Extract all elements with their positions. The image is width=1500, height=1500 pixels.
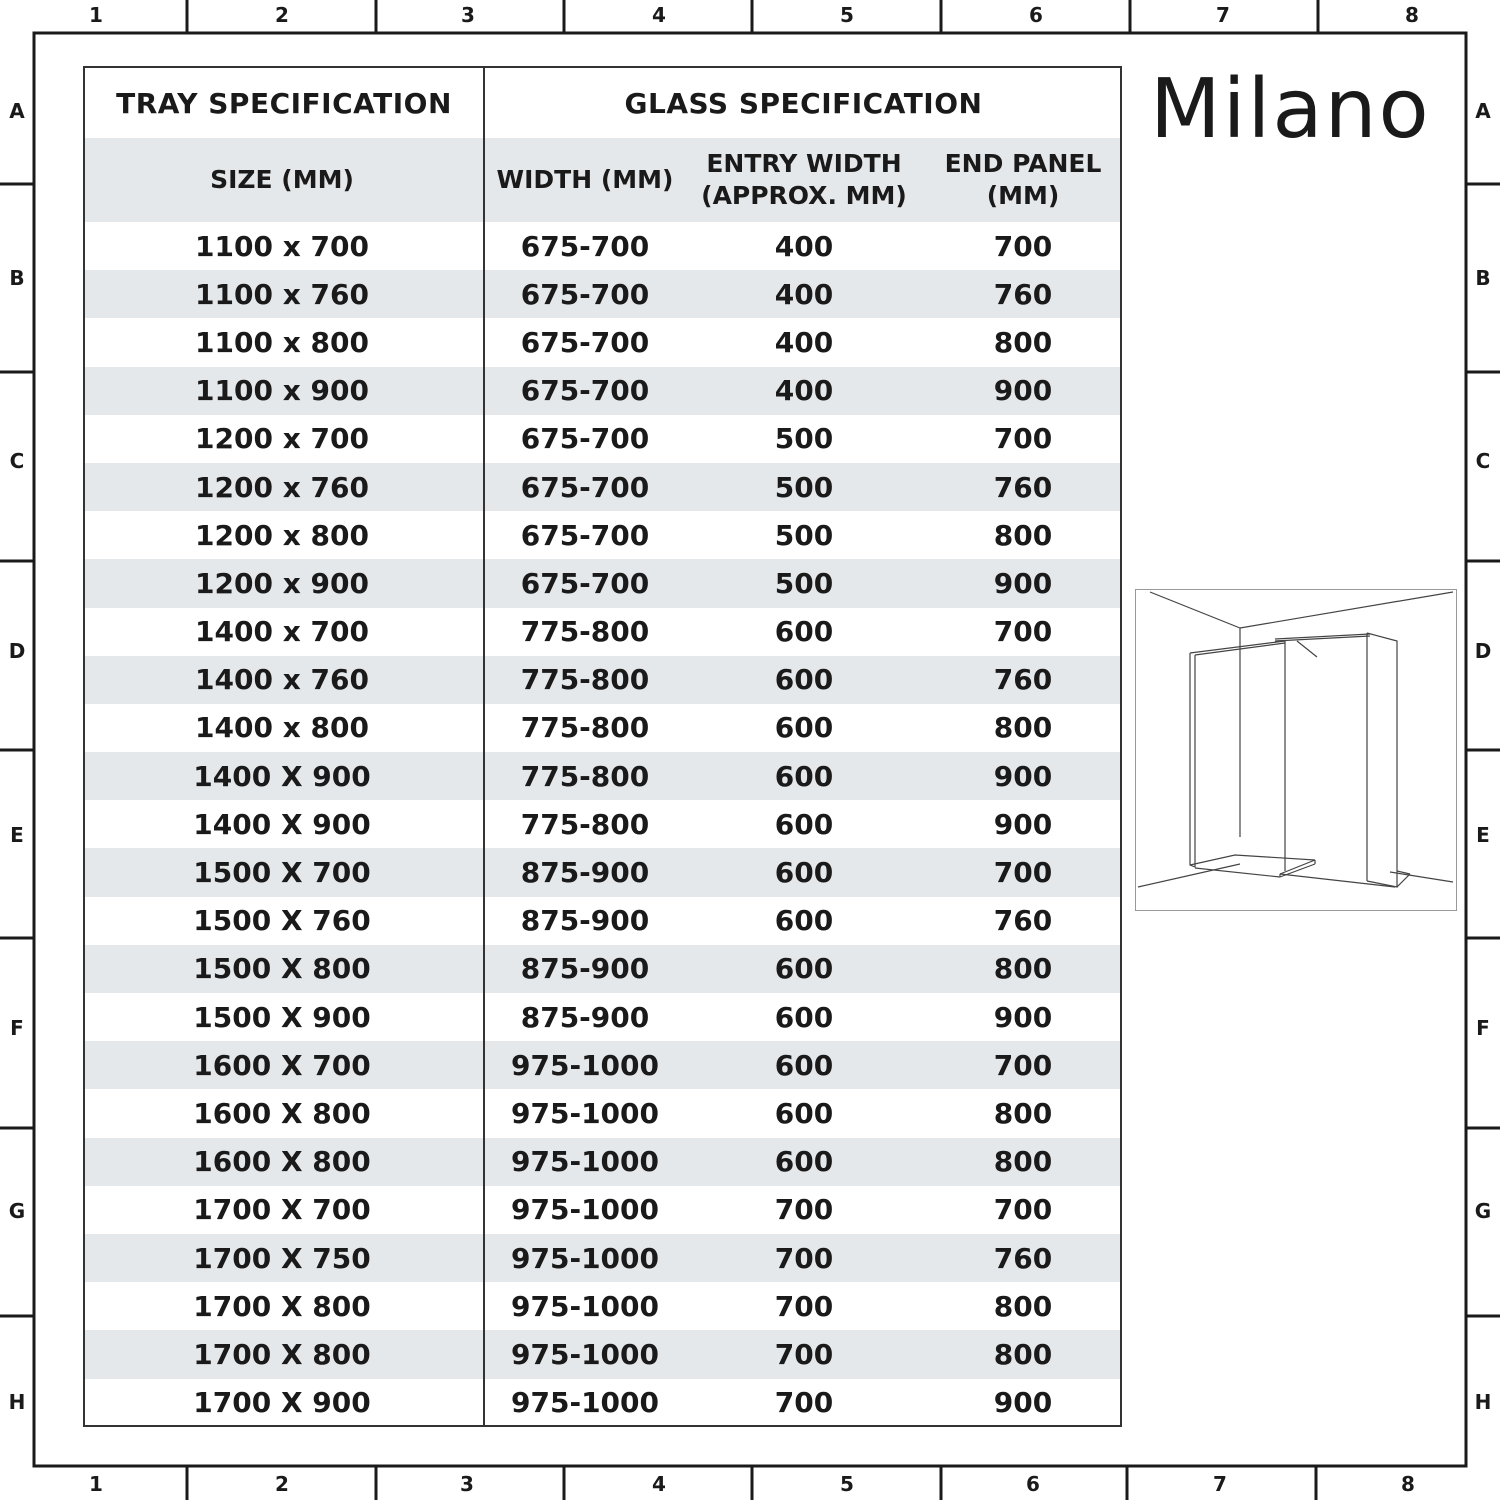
width-cell: 675-700 — [520, 277, 650, 311]
entry-width-cell: 500 — [774, 470, 834, 504]
entry-width-cell: 600 — [774, 952, 834, 986]
width-cell: 875-900 — [520, 856, 650, 890]
table-row — [85, 800, 1120, 848]
end-panel-cell: 800 — [993, 711, 1053, 745]
entry-width-column-header: ENTRY WIDTH (APPROX. MM) — [701, 149, 907, 210]
table-row — [85, 559, 1120, 607]
size-cell: 1200 x 760 — [195, 470, 369, 504]
frame-col-label: 8 — [1401, 1472, 1415, 1496]
size-cell: 1400 X 900 — [193, 807, 371, 841]
table-row — [85, 222, 1120, 270]
end-panel-cell: 900 — [993, 1386, 1053, 1420]
width-cell: 775-800 — [520, 711, 650, 745]
size-cell: 1600 X 800 — [193, 1145, 371, 1179]
frame-col-label: 4 — [652, 1472, 666, 1496]
tray-specification-heading: TRAY SPECIFICATION — [116, 86, 452, 120]
frame-col-label: 5 — [840, 1472, 854, 1496]
table-row — [85, 993, 1120, 1041]
entry-width-cell: 600 — [774, 1000, 834, 1034]
table-column-divider — [483, 68, 485, 1425]
frame-row-label: G — [8, 1199, 26, 1223]
frame-col-label: 3 — [460, 1472, 474, 1496]
size-cell: 1500 X 900 — [193, 1000, 371, 1034]
frame-row-label: B — [1475, 266, 1491, 290]
table-column-header-row — [85, 138, 1120, 222]
frame-row-label: A — [9, 99, 25, 123]
width-cell: 975-1000 — [511, 1193, 659, 1227]
width-column-header: WIDTH (MM) — [496, 165, 674, 194]
entry-width-cell: 600 — [774, 1096, 834, 1130]
entry-width-cell: 600 — [774, 807, 834, 841]
width-cell: 875-900 — [520, 904, 650, 938]
entry-width-cell: 400 — [774, 325, 834, 359]
frame-col-label: 8 — [1405, 3, 1419, 27]
table-row — [85, 1186, 1120, 1234]
frame-col-label: 4 — [652, 3, 666, 27]
frame-row-label: A — [1475, 99, 1491, 123]
end-panel-cell: 800 — [993, 952, 1053, 986]
table-row — [85, 1041, 1120, 1089]
end-panel-cell: 760 — [993, 470, 1053, 504]
entry-width-cell: 600 — [774, 1145, 834, 1179]
table-row — [85, 1282, 1120, 1330]
frame-row-label: E — [1476, 823, 1490, 847]
frame-col-label: 6 — [1026, 1472, 1040, 1496]
entry-width-cell: 700 — [774, 1241, 834, 1275]
walk-in-shower-illustration-icon — [1135, 589, 1457, 911]
entry-width-cell: 400 — [774, 277, 834, 311]
end-panel-cell: 700 — [993, 229, 1053, 263]
frame-col-label: 7 — [1213, 1472, 1227, 1496]
entry-width-cell: 400 — [774, 229, 834, 263]
size-cell: 1200 x 800 — [195, 518, 369, 552]
entry-width-cell: 600 — [774, 759, 834, 793]
width-cell: 675-700 — [520, 325, 650, 359]
width-cell: 675-700 — [520, 374, 650, 408]
table-row — [85, 1379, 1120, 1427]
frame-row-label: D — [8, 639, 26, 663]
width-cell: 775-800 — [520, 759, 650, 793]
width-cell: 875-900 — [520, 952, 650, 986]
width-cell: 875-900 — [520, 1000, 650, 1034]
size-cell: 1500 X 800 — [193, 952, 371, 986]
end-panel-cell: 700 — [993, 1193, 1053, 1227]
frame-row-label: G — [1474, 1199, 1492, 1223]
end-panel-cell: 800 — [993, 325, 1053, 359]
frame-row-label: F — [1476, 1016, 1490, 1040]
size-cell: 1400 x 800 — [195, 711, 369, 745]
width-cell: 675-700 — [520, 566, 650, 600]
entry-width-cell: 500 — [774, 518, 834, 552]
size-cell: 1500 X 760 — [193, 904, 371, 938]
table-row — [85, 1138, 1120, 1186]
end-panel-cell: 800 — [993, 1337, 1053, 1371]
glass-specification-heading: GLASS SPECIFICATION — [624, 86, 983, 120]
end-panel-cell: 900 — [993, 1000, 1053, 1034]
size-cell: 1700 X 700 — [193, 1193, 371, 1227]
entry-width-cell: 700 — [774, 1289, 834, 1323]
size-cell: 1700 X 750 — [193, 1241, 371, 1275]
end-panel-cell: 700 — [993, 1048, 1053, 1082]
entry-width-cell: 600 — [774, 904, 834, 938]
size-cell: 1500 X 700 — [193, 856, 371, 890]
size-cell: 1400 x 700 — [195, 615, 369, 649]
end-panel-cell: 700 — [993, 422, 1053, 456]
end-panel-cell: 760 — [993, 1241, 1053, 1275]
end-panel-cell: 800 — [993, 1145, 1053, 1179]
size-cell: 1600 X 800 — [193, 1096, 371, 1130]
frame-row-label: E — [10, 823, 24, 847]
entry-width-cell: 600 — [774, 663, 834, 697]
table-row — [85, 848, 1120, 896]
frame-row-label: F — [10, 1016, 24, 1040]
size-cell: 1400 X 900 — [193, 759, 371, 793]
table-row — [85, 367, 1120, 415]
table-row — [85, 656, 1120, 704]
frame-col-label: 1 — [89, 3, 103, 27]
entry-width-cell: 600 — [774, 615, 834, 649]
size-cell: 1100 x 700 — [195, 229, 369, 263]
table-row — [85, 270, 1120, 318]
width-cell: 675-700 — [520, 470, 650, 504]
frame-col-label: 2 — [275, 1472, 289, 1496]
frame-col-label: 6 — [1029, 3, 1043, 27]
end-panel-column-header: END PANEL (MM) — [944, 149, 1102, 210]
entry-width-cell: 500 — [774, 422, 834, 456]
size-cell: 1700 X 900 — [193, 1386, 371, 1420]
end-panel-cell: 760 — [993, 904, 1053, 938]
size-cell: 1700 X 800 — [193, 1337, 371, 1371]
size-cell: 1100 x 900 — [195, 374, 369, 408]
frame-row-label: B — [9, 266, 25, 290]
specification-table — [83, 66, 1122, 1427]
size-cell: 1200 x 900 — [195, 566, 369, 600]
size-cell: 1600 X 700 — [193, 1048, 371, 1082]
end-panel-cell: 900 — [993, 759, 1053, 793]
table-row — [85, 511, 1120, 559]
frame-row-label: C — [1475, 449, 1491, 473]
width-cell: 975-1000 — [511, 1096, 659, 1130]
table-body — [85, 222, 1120, 1427]
entry-width-cell: 700 — [774, 1193, 834, 1227]
end-panel-cell: 900 — [993, 807, 1053, 841]
width-cell: 675-700 — [520, 518, 650, 552]
end-panel-cell: 700 — [993, 615, 1053, 649]
table-row — [85, 415, 1120, 463]
end-panel-cell: 800 — [993, 518, 1053, 552]
entry-width-cell: 700 — [774, 1337, 834, 1371]
entry-width-cell: 500 — [774, 566, 834, 600]
frame-row-label: H — [8, 1390, 26, 1414]
width-cell: 775-800 — [520, 663, 650, 697]
width-cell: 675-700 — [520, 422, 650, 456]
frame-row-label: D — [1474, 639, 1492, 663]
frame-col-label: 1 — [89, 1472, 103, 1496]
end-panel-cell: 760 — [993, 663, 1053, 697]
table-row — [85, 1330, 1120, 1378]
table-row — [85, 318, 1120, 366]
width-cell: 975-1000 — [511, 1048, 659, 1082]
table-row — [85, 704, 1120, 752]
table-row — [85, 945, 1120, 993]
entry-width-cell: 600 — [774, 856, 834, 890]
entry-width-cell: 600 — [774, 1048, 834, 1082]
table-heading-row — [85, 68, 1120, 138]
entry-width-cell: 700 — [774, 1386, 834, 1420]
table-row — [85, 463, 1120, 511]
size-cell: 1100 x 760 — [195, 277, 369, 311]
width-cell: 975-1000 — [511, 1289, 659, 1323]
size-cell: 1100 x 800 — [195, 325, 369, 359]
end-panel-cell: 700 — [993, 856, 1053, 890]
end-panel-cell: 800 — [993, 1096, 1053, 1130]
frame-col-label: 5 — [840, 3, 854, 27]
width-cell: 975-1000 — [511, 1386, 659, 1420]
size-cell: 1400 x 760 — [195, 663, 369, 697]
end-panel-cell: 900 — [993, 374, 1053, 408]
size-cell: 1200 x 700 — [195, 422, 369, 456]
table-row — [85, 1234, 1120, 1282]
entry-width-cell: 600 — [774, 711, 834, 745]
width-cell: 675-700 — [520, 229, 650, 263]
table-row — [85, 1089, 1120, 1137]
end-panel-cell: 900 — [993, 566, 1053, 600]
end-panel-cell: 800 — [993, 1289, 1053, 1323]
width-cell: 975-1000 — [511, 1337, 659, 1371]
end-panel-cell: 760 — [993, 277, 1053, 311]
width-cell: 775-800 — [520, 615, 650, 649]
milano-logo: Milano — [1150, 62, 1431, 157]
width-cell: 975-1000 — [511, 1241, 659, 1275]
width-cell: 775-800 — [520, 807, 650, 841]
table-row — [85, 897, 1120, 945]
frame-col-label: 3 — [461, 3, 475, 27]
frame-col-label: 2 — [275, 3, 289, 27]
frame-col-label: 7 — [1216, 3, 1230, 27]
width-cell: 975-1000 — [511, 1145, 659, 1179]
table-row — [85, 752, 1120, 800]
frame-row-label: H — [1474, 1390, 1492, 1414]
entry-width-cell: 400 — [774, 374, 834, 408]
size-column-header: SIZE (MM) — [210, 165, 354, 194]
frame-row-label: C — [9, 449, 25, 473]
table-row — [85, 608, 1120, 656]
size-cell: 1700 X 800 — [193, 1289, 371, 1323]
